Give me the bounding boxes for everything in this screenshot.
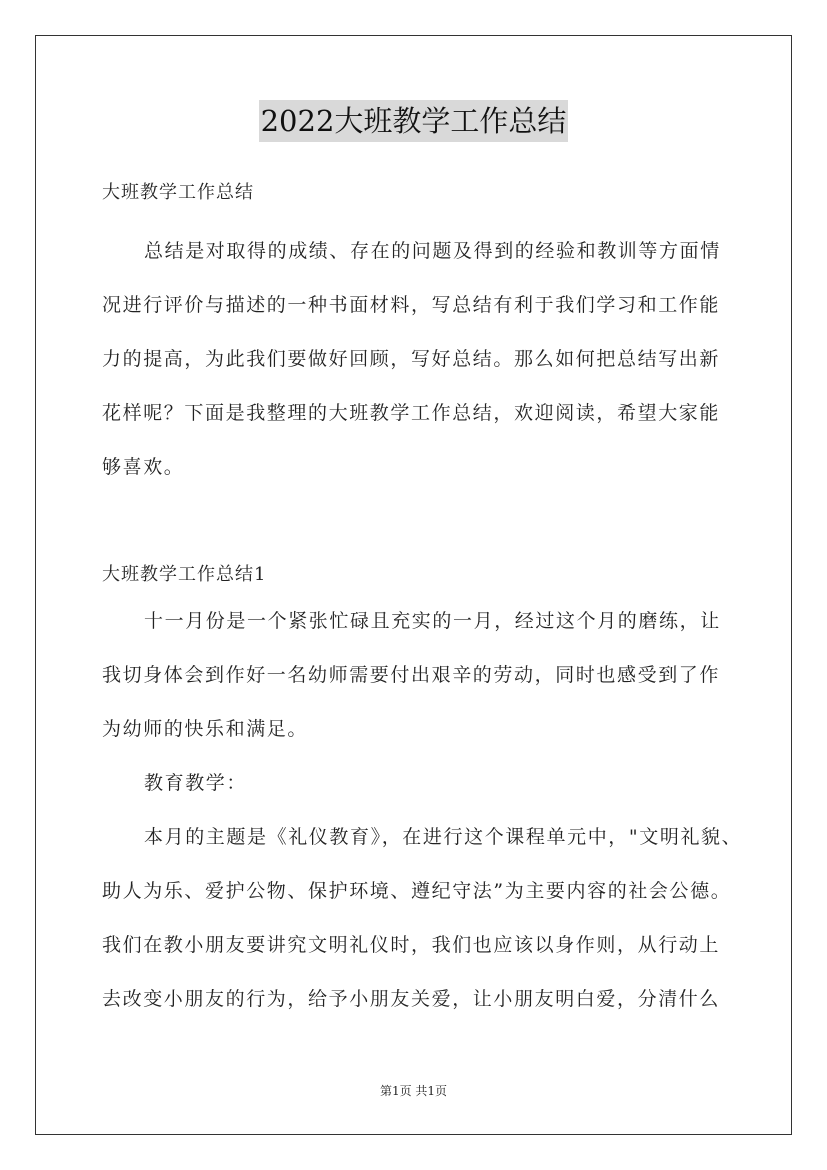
page-footer: 第1页 共1页 bbox=[379, 1084, 448, 1098]
paragraph-line: 我们在教小朋友要讲究文明礼仪时，我们也应该以身作则，从行动上 bbox=[102, 934, 721, 956]
title-wrap bbox=[0, 100, 827, 142]
subheading-block bbox=[102, 756, 732, 810]
document-body bbox=[102, 174, 743, 1026]
section-heading: 大班教学工作总结 bbox=[102, 182, 254, 203]
paragraph-line: 我切身体会到作好一名幼师需要付出艰辛的劳动，同时也感受到了作 bbox=[102, 664, 721, 686]
paragraph-line: 本月的主题是《礼仪教育》，在进行这个课程单元中，"文明礼貌、 bbox=[144, 826, 743, 848]
paragraph-1 bbox=[102, 594, 732, 756]
paragraph-line: 况进行评价与描述的一种书面材料，写总结有利于我们学习和工作能 bbox=[102, 294, 721, 316]
paragraph-line: 助人为乐、爱护公物、保护环境、遵纪守法”为主要内容的社会公德。 bbox=[102, 880, 732, 902]
paragraph-line: 够喜欢。 bbox=[102, 456, 185, 478]
section-heading: 大班教学工作总结1 bbox=[102, 564, 267, 585]
paragraph-line: 力的提高，为此我们要做好回顾，写好总结。那么如何把总结写出新 bbox=[102, 348, 721, 370]
paragraph-line: 总结是对取得的成绩、存在的问题及得到的经验和教训等方面情 bbox=[144, 240, 721, 262]
document-title: 2022大班教学工作总结 bbox=[259, 100, 569, 142]
paragraph-line: 去改变小朋友的行为，给予小朋友关爱，让小朋友明白爱，分清什么 bbox=[102, 988, 721, 1010]
paragraph-2 bbox=[102, 810, 743, 1026]
intro-paragraph bbox=[102, 224, 732, 494]
paragraph-line: 花样呢？下面是我整理的大班教学工作总结，欢迎阅读，希望大家能 bbox=[102, 402, 721, 424]
paragraph-line: 为幼师的快乐和满足。 bbox=[102, 718, 309, 740]
subheading: 教育教学： bbox=[144, 772, 248, 794]
paragraph-line: 十一月份是一个紧张忙碌且充实的一月，经过这个月的磨练，让 bbox=[144, 610, 721, 632]
